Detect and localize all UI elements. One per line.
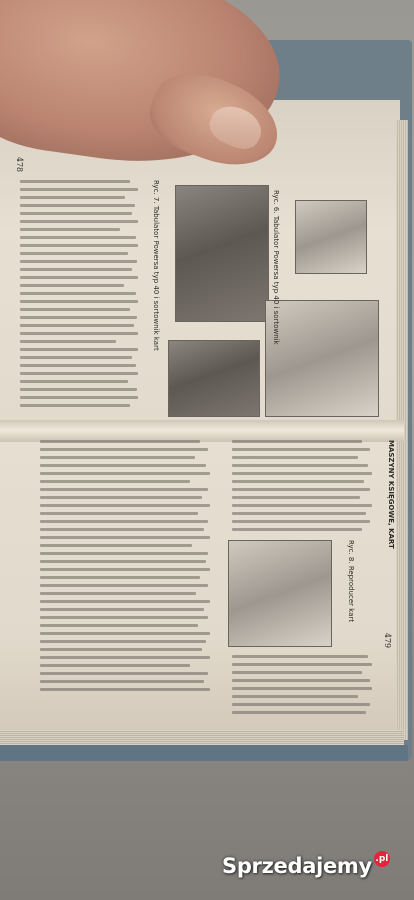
book-gutter <box>0 420 404 442</box>
watermark-logo <box>222 846 390 886</box>
watermark-badge: .pl <box>374 851 390 867</box>
caption-fig-7: Ryc. 7. Tabulator Powersa typ 40 i sortownik kart <box>152 180 160 351</box>
page-number-bottom: 479 <box>383 632 393 649</box>
text-column-bottom-right-lower <box>232 655 372 719</box>
running-head: MASZYNY KSIĘGOWE, KART <box>387 440 395 549</box>
page-number-top: 478 <box>15 156 25 173</box>
caption-fig-6: Ryc. 6. Tabulator Powersa typ 40 i sortownik <box>272 190 280 345</box>
figure-machine-bottom-right <box>265 300 379 417</box>
book-binding <box>0 745 408 761</box>
caption-fig-8: Ryc. 8. Reproducer kart <box>347 540 355 623</box>
text-column-bottom-right <box>232 440 372 536</box>
figure-machine-bottom-left <box>168 340 260 417</box>
figure-machine-top-right <box>295 200 367 274</box>
figure-machine-top-left <box>175 185 269 322</box>
figure-reproducer <box>228 540 332 647</box>
text-column-bottom-left <box>40 440 210 696</box>
text-column-top-left <box>20 180 140 412</box>
watermark-text: Sprzedajemy <box>222 854 372 878</box>
